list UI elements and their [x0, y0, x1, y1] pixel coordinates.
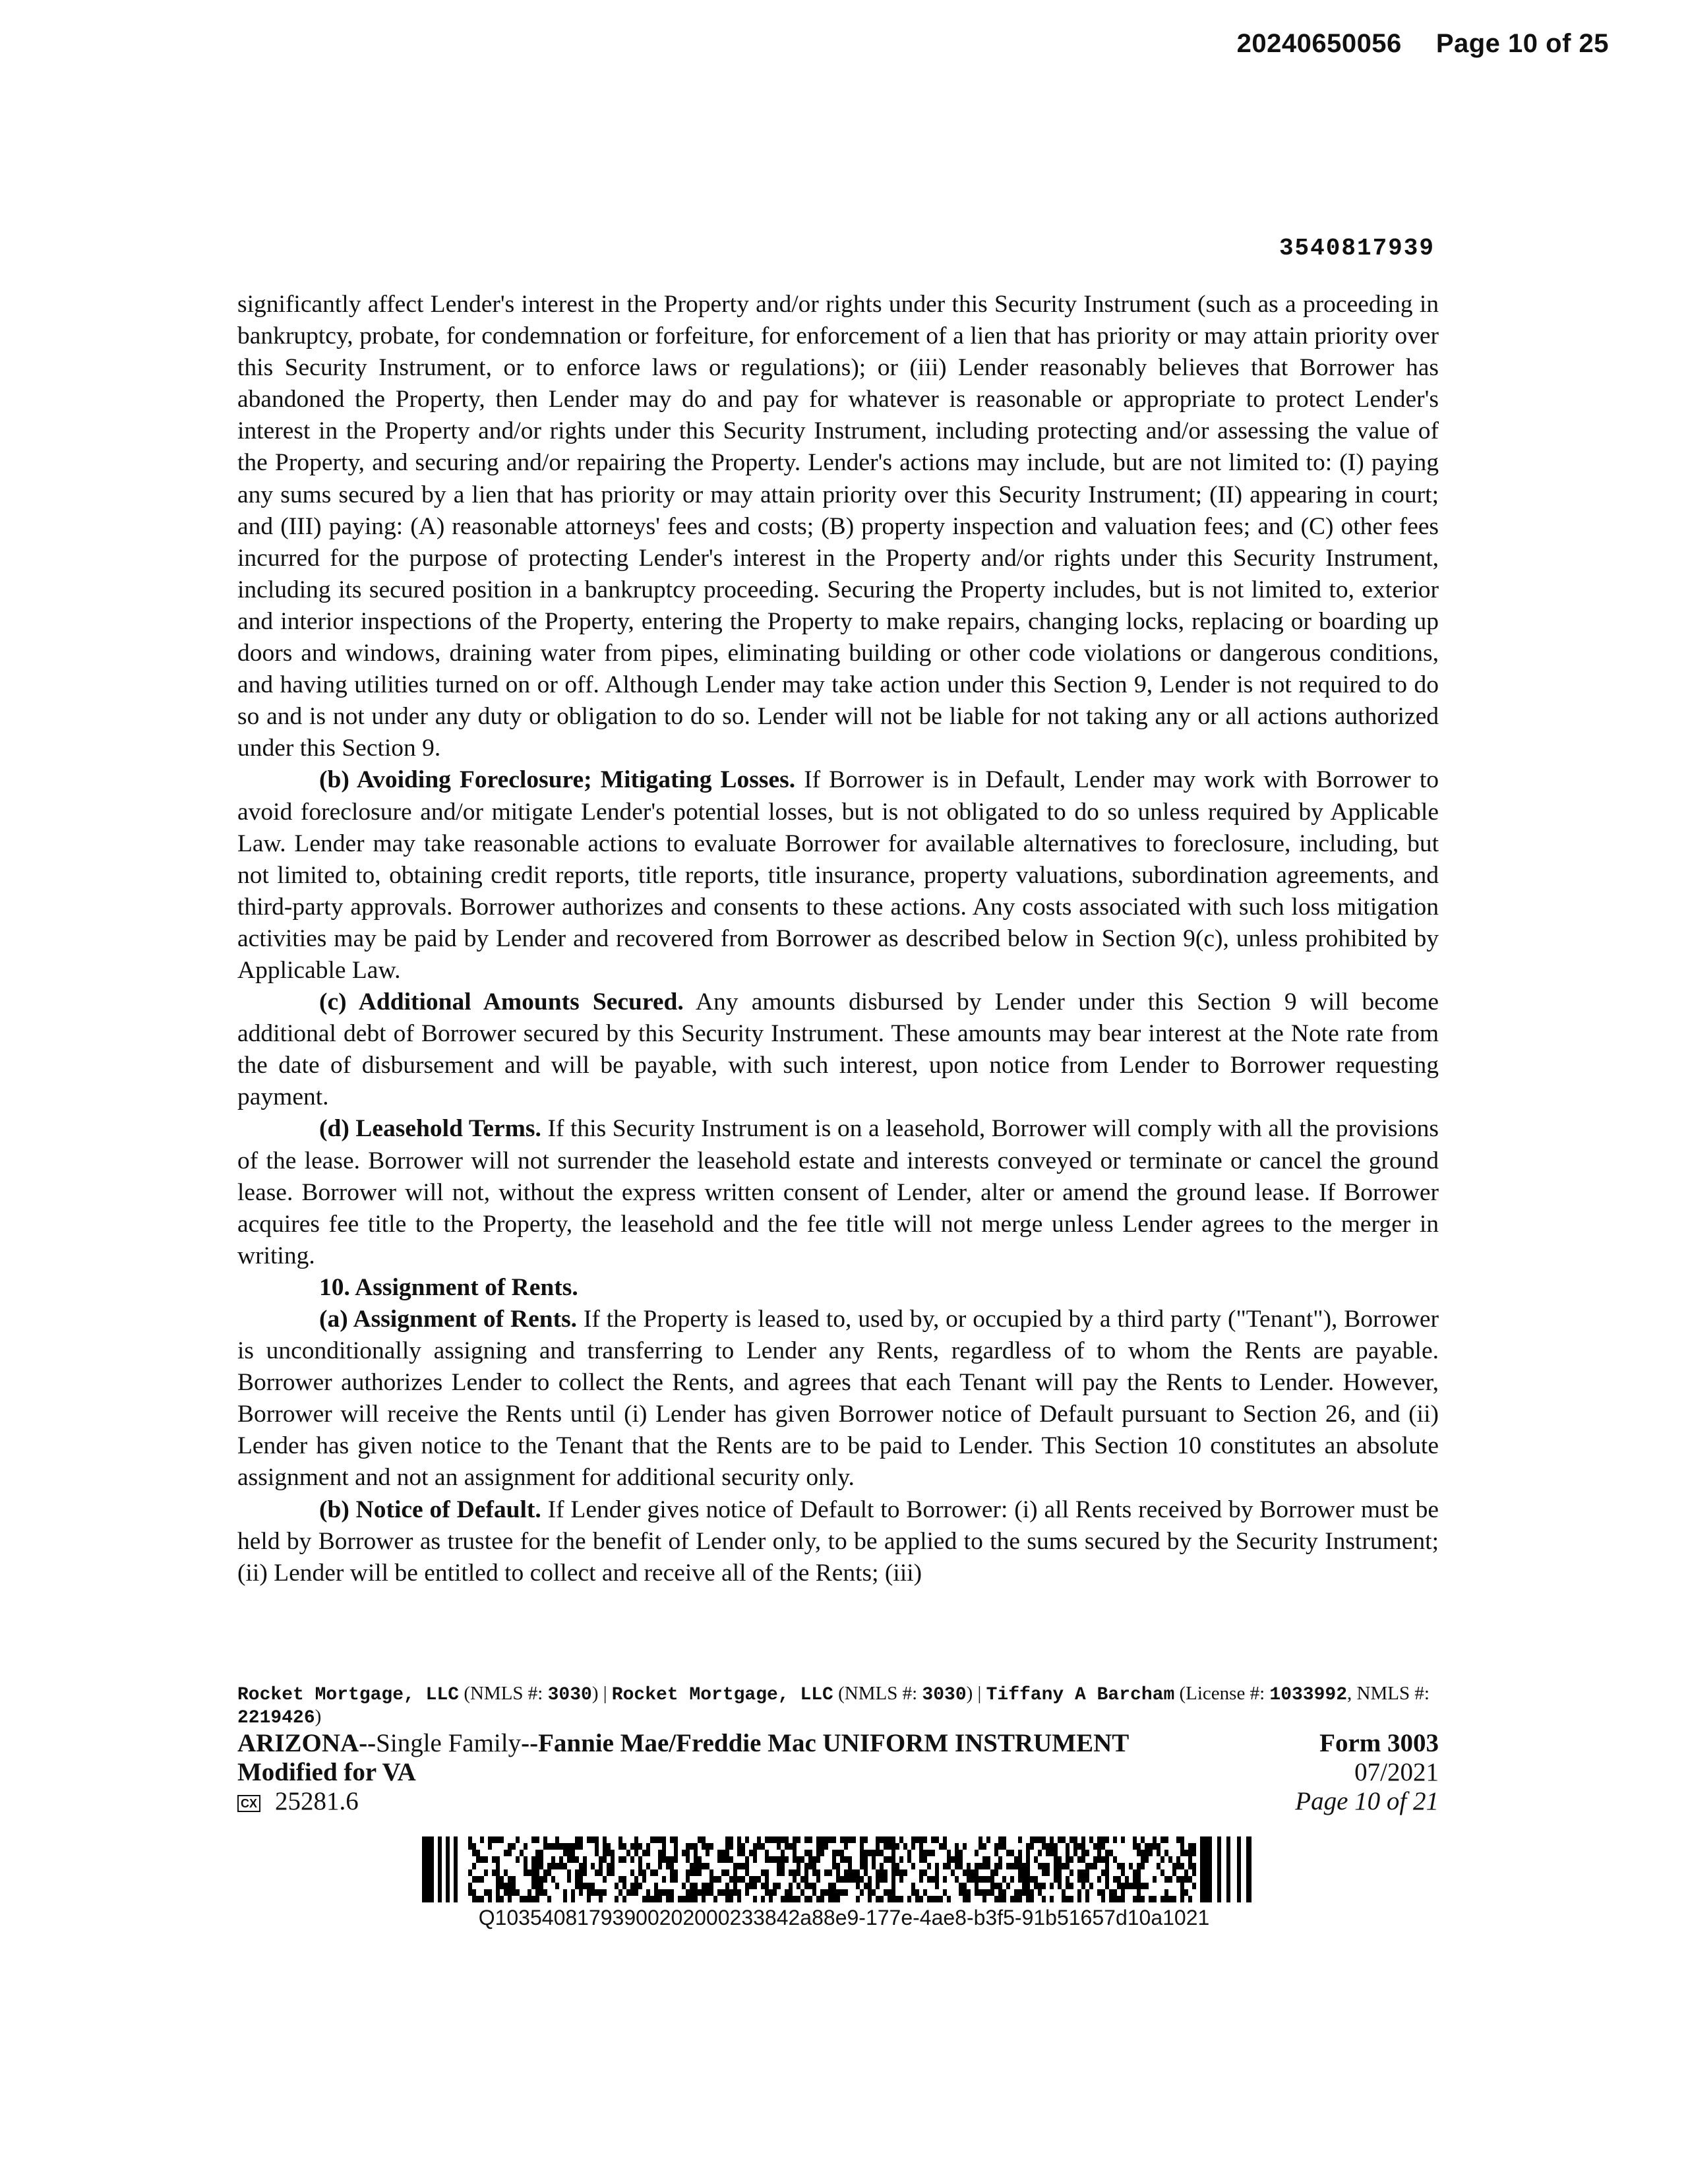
paragraph-section-9c	[237, 986, 1439, 1113]
section-9c-heading: (c) Additional Amounts Secured.	[319, 988, 684, 1016]
form-page: Page 10 of 21	[1295, 1787, 1439, 1815]
section-10b-text: If Lender gives notice of Default to Borrower: (i) all Rents received by Borrower must be held by Borrower as trustee for the benefit of Lender only, to be applied to the sums secured by the Security Instrument; (ii) Lender will be entitled to collect and receive all of the Rents; (iii)	[237, 1496, 1439, 1587]
paragraph-section-10a	[237, 1304, 1439, 1494]
originator-name: Tiffany A Barcham	[986, 1685, 1175, 1705]
section-10a-heading: (a) Assignment of Rents.	[319, 1306, 578, 1333]
form-title-row	[237, 1729, 1439, 1758]
nmls-label: (NMLS #:	[833, 1683, 922, 1704]
close-paren: )	[315, 1706, 322, 1727]
doc-code: 25281.6	[275, 1787, 359, 1815]
form-family: Single Family	[376, 1729, 522, 1757]
form-number: Form 3003	[1319, 1729, 1439, 1757]
form-instrument: --Fannie Mae/Freddie Mac UNIFORM INSTRUMENT	[521, 1729, 1130, 1757]
form-code-row	[237, 1787, 1439, 1816]
form-modified: Modified for VA	[237, 1758, 416, 1786]
paragraph-section-10b	[237, 1494, 1439, 1589]
recording-number: 20240650056	[1236, 29, 1402, 58]
section-10a-text: If the Property is leased to, used by, or occupied by a third party ("Tenant"), Borrower is unconditionally assigning and transferring to Lender any Rents, regardless of to whom the Rents are payable. Borrower authorizes Lender to collect the Rents, and agrees that each Tenant will pay the Rents to Lender. However, Borrower will receive the Rents until (i) Lender has given Borrower notice of Default pursuant to Section 26, and (ii) Lender has given notice to the Tenant that the Rents are to be paid to Lender. This Section 10 constitutes an absolute assignment and not an assignment for additional security only.	[237, 1306, 1439, 1492]
nmls-number: 2219426	[237, 1708, 315, 1728]
loan-number: 3540817939	[1279, 235, 1435, 262]
form-dash: --	[359, 1729, 377, 1757]
form-state: ARIZONA	[237, 1729, 359, 1757]
section-10b-heading: (b) Notice of Default.	[319, 1496, 541, 1523]
paragraph-section-9b	[237, 764, 1439, 986]
lender-name: Rocket Mortgage, LLC	[611, 1685, 833, 1705]
license-label: (License #:	[1174, 1683, 1270, 1704]
form-date: 07/2021	[1354, 1758, 1439, 1786]
separator: ) |	[591, 1683, 612, 1704]
license-number: 1033992	[1269, 1685, 1348, 1705]
paragraph-section-9d	[237, 1113, 1439, 1271]
form-modified-row	[237, 1758, 1439, 1787]
section-9b-text: If Borrower is in Default, Lender may work with Borrower to avoid foreclosure and/or mitigate Lender's potential losses, but is not obligated to do so unless required by Applicable Law. Lender may take reasonable actions to evaluate Borrower for available alternatives to foreclosure, including, but not limited to, obtaining credit reports, title reports, title insurance, property valuations, subordination agreements, and third-party approvals. Borrower authorizes and consents to these actions. Any costs associated with such loss mitigation activities may be paid by Lender and recovered from Borrower as described below in Section 9(c), unless prohibited by Applicable Law.	[237, 766, 1439, 984]
recording-header	[1237, 29, 1609, 59]
barcode-text: Q10354081793900202000233842a88e9-177e-4ae8-b3f5-91b51657d10a1021	[478, 1906, 1210, 1929]
document-barcode	[422, 1836, 1254, 1902]
document-body	[237, 289, 1439, 1589]
lender-name: Rocket Mortgage, LLC	[237, 1685, 460, 1705]
section-9d-text: If this Security Instrument is on a leasehold, Borrower will comply with all the provisions of the lease. Borrower will not surrender the leasehold estate and interests conveyed or terminate or cancel the ground lease. Borrower will not, without the express written consent of Lender, alter or amend the ground lease. If Borrower acquires fee title to the Property, the leasehold and the fee title will not merge unless Lender agrees to the merger in writing.	[237, 1115, 1439, 1269]
paragraph-section-9a-continued: significantly affect Lender's interest in the Property and/or rights under this Security Instrument (such as a proceeding in bankruptcy, probate, for condemnation or forfeiture, for enforcement of a lien that has priority or may attain priority over this Security Instrument, or to enforce laws or regulations); or (iii) Lender reasonably believes that Borrower has abandoned the Property, then Lender may do and pay for whatever is reasonable or appropriate to protect Lender's interest in the Property and/or rights under this Security Instrument, including protecting and/or assessing the value of the Property, and securing and/or repairing the Property. Lender's actions may include, but are not limited to: (I) paying any sums secured by a lien that has priority or may attain priority over this Security Instrument; (II) appearing in court; and (III) paying: (A) reasonable attorneys' fees and costs; (B) property inspection and valuation fees; and (C) other fees incurred for the purpose of protecting Lender's interest in the Property and/or rights under this Security Instrument, including its secured position in a bankruptcy proceeding. Securing the Property includes, but is not limited to, exterior and interior inspections of the Property, entering the Property to make repairs, changing locks, replacing or boarding up doors and windows, draining water from pipes, eliminating building or other code violations or dangerous conditions, and having utilities turned on or off. Although Lender may take action under this Section 9, Lender is not required to do so and is not under any duty or obligation to do so. Lender will not be liable for not taking any or all actions authorized under this Section 9.	[237, 291, 1439, 762]
section-9b-heading: (b) Avoiding Foreclosure; Mitigating Losses.	[319, 766, 796, 794]
section-10-heading: 10. Assignment of Rents.	[319, 1273, 578, 1301]
lender-line	[237, 1683, 1439, 1729]
nmls-label: , NMLS #:	[1347, 1683, 1430, 1704]
section-9d-heading: (d) Leasehold Terms.	[319, 1115, 541, 1143]
cx-logo-icon: CX	[237, 1795, 260, 1812]
nmls-label: (NMLS #:	[459, 1683, 548, 1704]
section-9c-text: Any amounts disbursed by Lender under this Section 9 will become additional debt of Borrower secured by this Security Instrument. These amounts may bear interest at the Note rate from the date of disbursement and will be payable, with such interest, upon notice from Lender to Borrower requesting payment.	[237, 988, 1439, 1111]
nmls-number: 3030	[547, 1685, 592, 1705]
nmls-number: 3030	[922, 1685, 967, 1705]
form-code	[237, 1787, 359, 1816]
paragraph-section-10	[237, 1272, 1439, 1304]
page-footer	[237, 1683, 1439, 1816]
separator: ) |	[966, 1683, 986, 1704]
recording-page: Page 10 of 25	[1435, 29, 1609, 58]
form-title	[237, 1729, 1129, 1758]
